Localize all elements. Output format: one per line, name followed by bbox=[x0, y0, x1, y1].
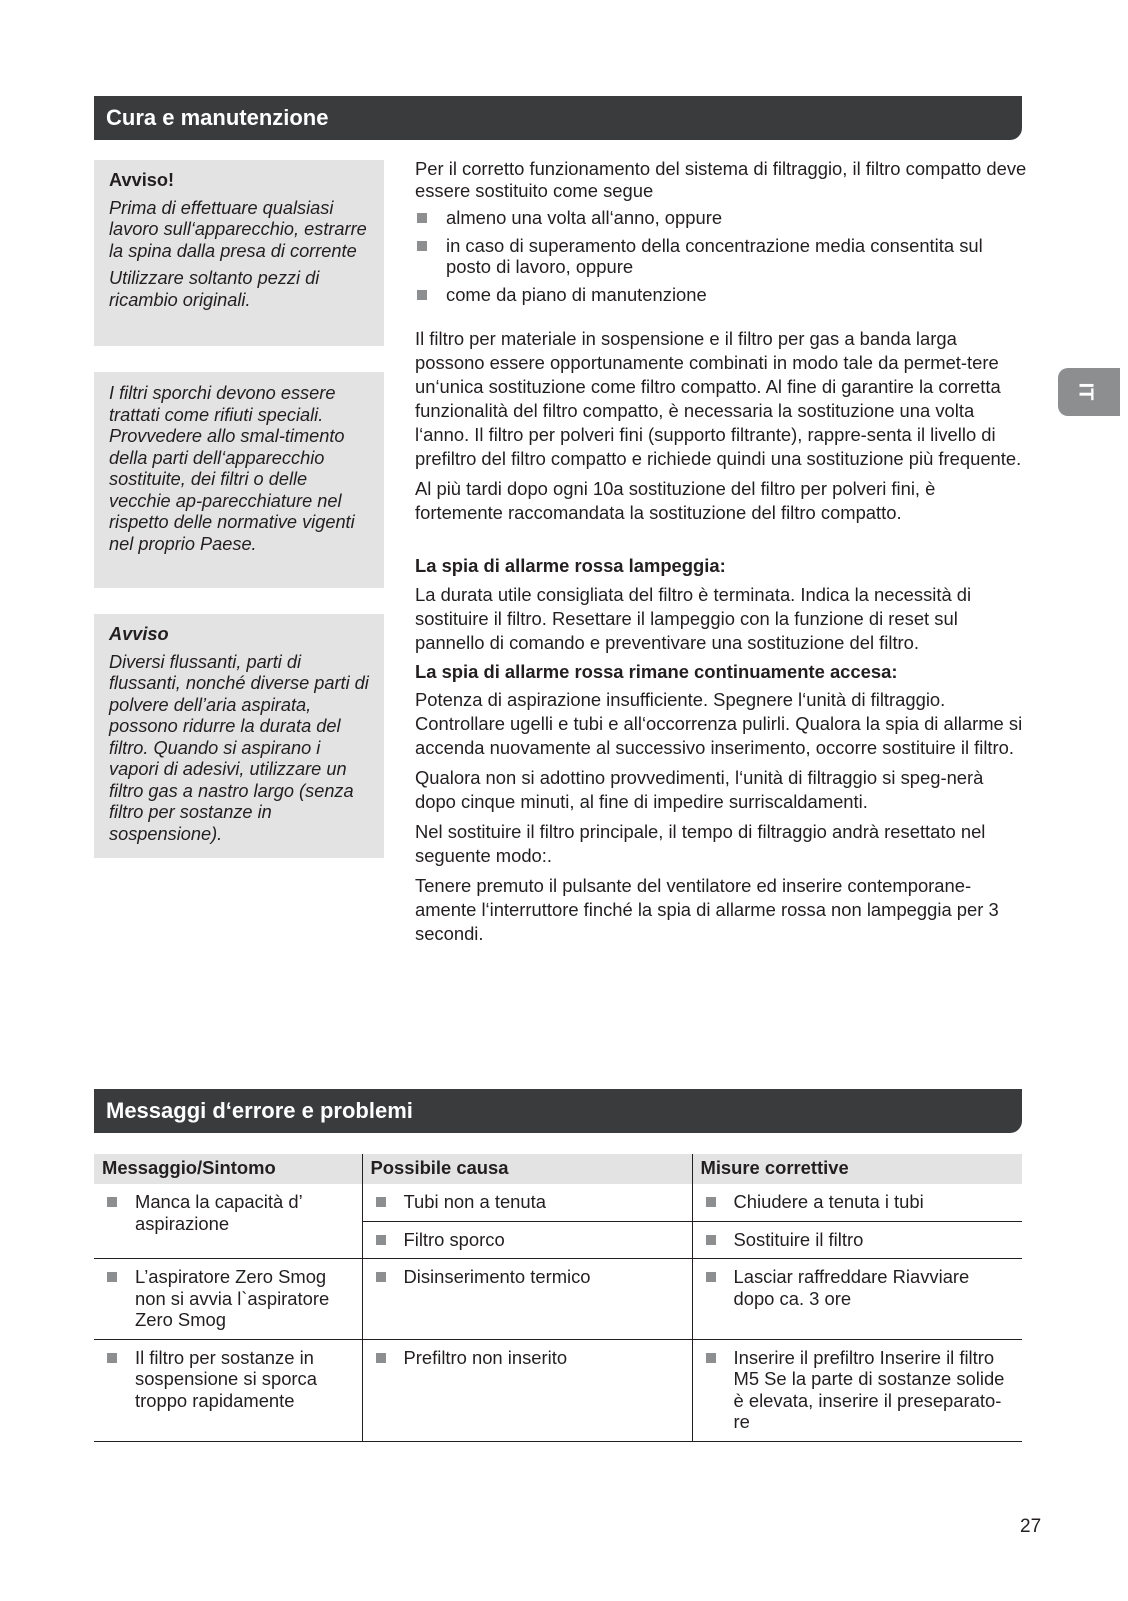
section-title-messaggi-errore: Messaggi d‘errore e problemi bbox=[94, 1089, 1022, 1133]
table-row bbox=[94, 1259, 1022, 1340]
warning-heading: Avviso! bbox=[109, 170, 175, 190]
table-cell-cause: Disinserimento termico bbox=[362, 1259, 692, 1340]
page-number: 27 bbox=[1020, 1516, 1042, 1537]
table-row bbox=[94, 1339, 1022, 1441]
notice-box bbox=[94, 614, 384, 858]
language-tab bbox=[1058, 368, 1120, 416]
square-bullet-icon bbox=[417, 213, 427, 223]
intro-text: Per il corretto funzionamento del sistema di filtraggio, il filtro compatto deve essere sostituito come segue bbox=[415, 158, 1027, 201]
square-bullet-icon bbox=[706, 1235, 716, 1245]
square-bullet-icon bbox=[107, 1272, 117, 1282]
reset-procedure-paragraph: Tenere premuto il pulsante del ventilatore ed inserire contemporane-amente l‘interruttore finché la spia di allarme rossa non lampeggia per 3 secondi. bbox=[415, 875, 999, 944]
table-cell-cause: Prefiltro non inserito bbox=[362, 1339, 692, 1441]
table-header-row bbox=[94, 1154, 1022, 1184]
red-alarm-flashing-text: La durata utile consigliata del filtro è terminata. Indica la necessità di sostituire il filtro. Resettare il lampeggio con la funzione di reset sul pannello di comando e preventivare una sostituzione del filtro. bbox=[415, 583, 972, 653]
square-bullet-icon bbox=[706, 1197, 716, 1207]
table-cell-cause: Filtro sporco bbox=[362, 1221, 692, 1259]
notice-heading: Avviso bbox=[109, 624, 169, 644]
disposal-note-box bbox=[94, 372, 384, 588]
list-item: come da piano di manutenzione bbox=[415, 284, 1027, 306]
troubleshooting-table bbox=[94, 1154, 1022, 1442]
section-title-cura-e-manutenzione: Cura e manutenzione bbox=[94, 96, 1022, 140]
square-bullet-icon bbox=[417, 241, 427, 251]
table-cell-remedy: Inserire il prefiltro Inserire il filtro M5 Se la parte di sostanze solide è elevata, inserire il preseparato-re bbox=[692, 1339, 1022, 1441]
warning-text-unplug: Prima di effettuare qualsiasi lavoro sull‘apparecchio, estrarre la spina dalla presa di corrente bbox=[109, 197, 367, 261]
square-bullet-icon bbox=[706, 1353, 716, 1363]
table-cell-cause: Tubi non a tenuta bbox=[362, 1184, 692, 1221]
table-cell-remedy: Chiudere a tenuta i tubi bbox=[692, 1184, 1022, 1221]
list-item: in caso di superamento della concentrazione media consentita sul posto di lavoro, oppure bbox=[415, 235, 1027, 278]
column-header-remedy: Misure correttive bbox=[692, 1154, 1022, 1184]
list-item: almeno una volta all‘anno, oppure bbox=[415, 207, 1027, 229]
table-row bbox=[94, 1184, 1022, 1221]
reset-paragraph: Nel sostituire il filtro principale, il tempo di filtraggio andrà resettato nel seguente modo:. bbox=[415, 821, 986, 866]
red-alarm-flashing-heading: La spia di allarme rossa lampeggia: bbox=[415, 555, 726, 576]
shutdown-paragraph: Qualora non si adottino provvedimenti, l‘unità di filtraggio si speg-nerà dopo cinque minuti, al fine di impedire surriscaldamenti. bbox=[415, 767, 984, 812]
square-bullet-icon bbox=[706, 1272, 716, 1282]
red-alarm-steady-heading: La spia di allarme rossa rimane continuamente accesa: bbox=[415, 660, 898, 682]
column-header-symptom: Messaggio/Sintomo bbox=[94, 1154, 362, 1184]
square-bullet-icon bbox=[376, 1235, 386, 1245]
compact-filter-paragraph: Il filtro per materiale in sospensione e il filtro per gas a banda larga possono essere opportunamente combinati in modo tale da permet-tere un‘unica sostituzione come filtro compatto. Al fine di garantire la corretta funzionalità del filtro compatto, è necessaria la sostituzione una volta l‘anno. Il filtro per polveri fini (supporto filtrante), rappre-senta il livello di prefiltro del filtro compatto e richiede quindi una sostituzione più frequente. bbox=[415, 328, 1022, 469]
square-bullet-icon bbox=[376, 1272, 386, 1282]
language-tab-label: IT bbox=[1074, 382, 1097, 401]
square-bullet-icon bbox=[376, 1353, 386, 1363]
warning-box bbox=[94, 160, 384, 346]
replacement-conditions-list bbox=[415, 207, 1027, 305]
maintenance-body bbox=[415, 158, 1027, 952]
square-bullet-icon bbox=[107, 1353, 117, 1363]
table-cell-symptom: Il filtro per sostanze in sospensione si sporca troppo rapidamente bbox=[94, 1339, 362, 1441]
square-bullet-icon bbox=[376, 1197, 386, 1207]
disposal-note-text: I filtri sporchi devono essere trattati come rifiuti speciali. Provvedere allo smal-timento della parti dell‘apparecchio sostituite, dei filtri o delle vecchie ap-parecchiature nel rispetto delle normative vigenti nel proprio Paese. bbox=[109, 383, 355, 554]
table-cell-remedy: Lasciar raffreddare Riavviare dopo ca. 3 ore bbox=[692, 1259, 1022, 1340]
square-bullet-icon bbox=[417, 290, 427, 300]
table-cell-symptom: L’aspiratore Zero Smog non si avvia l`aspiratore Zero Smog bbox=[94, 1259, 362, 1340]
notice-text: Diversi flussanti, parti di flussanti, nonché diverse parti di polvere dell’aria aspirata, possono ridurre la durata del filtro. Quando si aspirano i vapori di adesivi, utilizzare un filtro gas a nastro largo (senza filtro per sostanze in sospensione). bbox=[109, 651, 369, 844]
red-alarm-steady-text: Potenza di aspirazione insufficiente. Spegnere l‘unità di filtraggio. Controllare ugelli e tubi e all‘occorrenza pulirli. Qualora la spia di allarme si accenda nuovamente al successivo inserimento, occorre sostituire il filtro. bbox=[415, 689, 1023, 758]
table-cell-remedy: Sostituire il filtro bbox=[692, 1221, 1022, 1259]
column-header-cause: Possibile causa bbox=[362, 1154, 692, 1184]
square-bullet-icon bbox=[107, 1197, 117, 1207]
table-cell-symptom: Manca la capacità d’ aspirazione bbox=[94, 1184, 362, 1259]
replacement-interval-paragraph: Al più tardi dopo ogni 10a sostituzione del filtro per polveri fini, è fortemente raccomandata la sostituzione del filtro compatto. bbox=[415, 478, 936, 523]
warning-text-original-parts: Utilizzare soltanto pezzi di ricambio originali. bbox=[109, 268, 320, 310]
